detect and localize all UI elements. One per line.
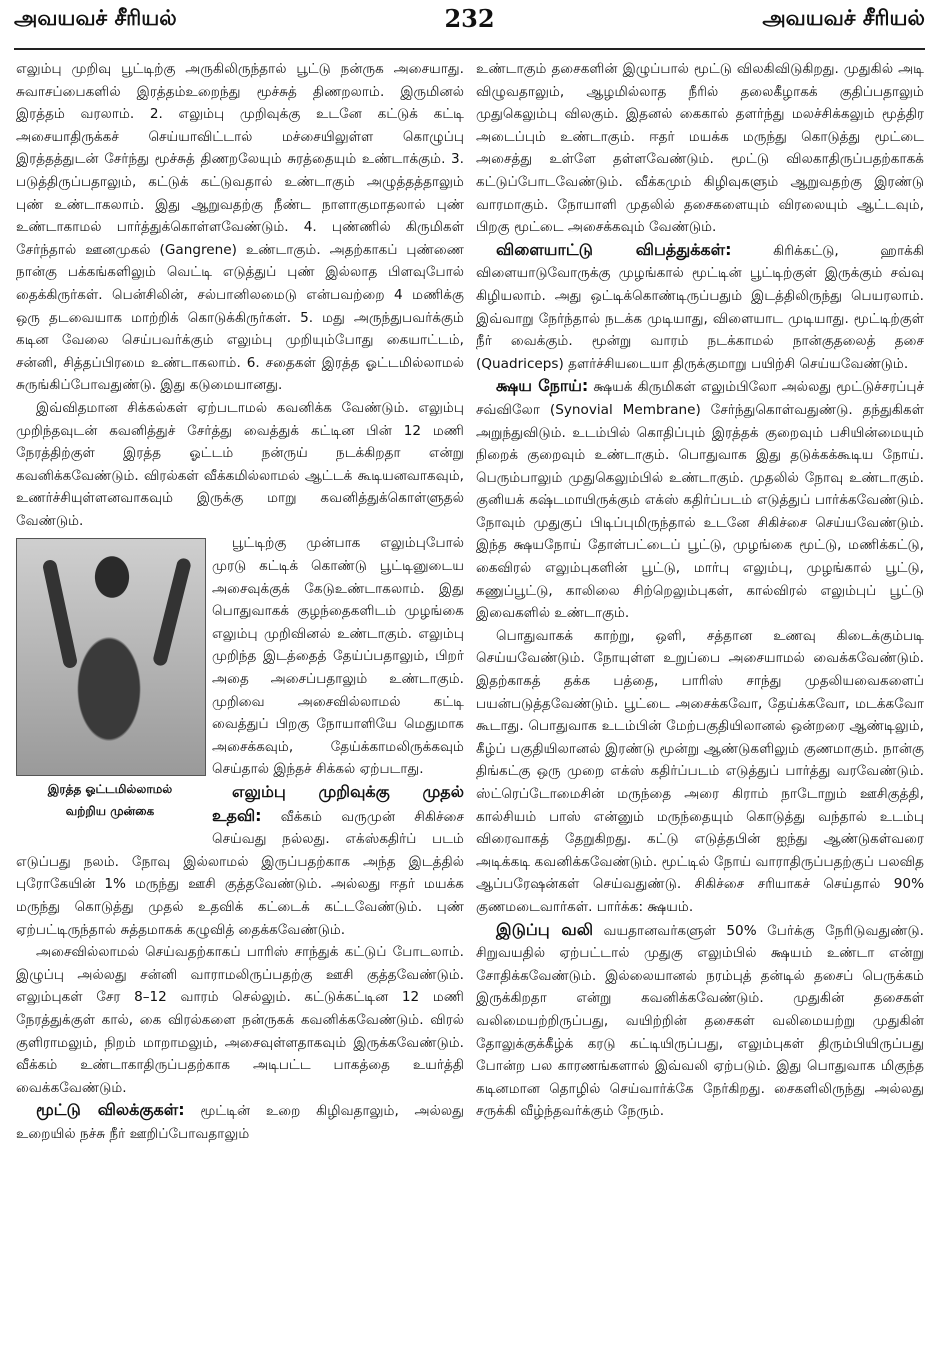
paragraph-text: கிரிக்கட்டு, ஹாக்கி விளையாடுவோருக்கு முழங்கால் மூட்டின் பூட்டிற்குள் இருக்கும் சவ்வு கிழியலாம். அது ஒட்டிக்கொண்டிருப்பதும் இடத்திலிருந்து பெயரலாம். இவ்வாறு நேர்ந்தால் நடக்க முடியாது, விளையாட முடியாது. மூட்டிற்குள் நீர் வைக்கும். மூன்று வாரம் நடக்காமல் நான்குதலைத் தசை (Quadriceps) தளர்ச்சியடையா திருக்குமாறு பயிற்சி செய்யவேண்டும்.: [476, 242, 925, 372]
paragraph: [476, 239, 924, 376]
paragraph: பொதுவாகக் காற்று, ஒளி, சத்தான உணவு கிடைக்கும்படி செய்யவேண்டும். நோயுள்ள உறுப்பை அசையாமல் வைக்கவேண்டும். இதற்காகத் தக்க பத்தை, பாரிஸ் சாந்து முதலியவைகளைப் பயன்படுத்தவேண்டும். பூட்டை அசைக்கவோ, தேய்க்கவோ, மடக்கவோ கூடாது. பொதுவாக உடம்பின் மேற்பகுதியிலானல் ஒன்றரை ஆண்டிலும், கீழ்ப் பகுதியிலானல் இரண்டு மூன்று ஆண்டுகளிலும் குணமாகும். நான்கு திங்கட்கு ஒரு முறை எக்ஸ் கதிர்ப்படம் எடுத்துப் பார்த்து வரவேண்டும். ஸ்ட்ரெப்டோமைசின் மருந்தை அரை கிராம் நாடோறும் ஊசிகுத்தி, கால்சியம் பாஸ் என்னும் மருந்தையும் கொடுத்து வந்தால் உடம்பு விரைவாகத் தேறுகிறது. கட்டு எடுத்தபின் ஐந்து ஆண்டுகள்வரை அடிக்கடி கவனிக்கவேண்டும். மூட்டில் நோய் வாராதிருப்பதற்குப் பலவித ஆப்பரேஷன்கள் செய்வதுண்டு. சிகிச்சை சரியாகச் செய்தால் 90% குணமடைவார்கள். பார்க்க: க்ஷயம்.: [476, 627, 924, 915]
forearm-photo: [16, 538, 206, 776]
arm-shape: [152, 557, 192, 667]
paragraph: எலும்பு முறிவு பூட்டிற்கு அருகிலிருந்தால் பூட்டு நன்ருக அசையாது. சுவாசப்பைகளில் இரத்தம்உறைந்து மூச்சுத் திணறலாம். இருமினல் இரத்தம் வரலாம். 2. எலும்பு முறிவுக்கு உடனே கட்டுக் கட்டி அசையாதிருக்கச் செய்யாவிட்டால் மச்சையிலுள்ள கொழுப்பு இரத்தத்துடன் சேர்ந்து மூச்சுத் திணறலேயும் சுரத்தையும் உண்டாக்கும். 3. படுத்திருப்பதாலும், கட்டுக் கட்டுவதால் உண்டாகும் அழுத்தத்தாலும் புண் உண்டாகலாம். இது ஆறுவதற்கு நீண்ட நாளாகுமாதலால் புண் உண்டாகாமல் பார்த்துக்கொள்ளவேண்டும். 4. புண்ணில் கிருமிகள் சேர்ந்தால் ஊனமுகல் (Gangrene) உண்டாகும். அதற்காகப் புண்ணை நான்கு பக்கங்களிலும் வெட்டி எடுத்துப் புண் இல்லாத பிளவுபோல் தைக்கிருர்கள். பென்சிலின், சல்பானிலமைடு என்பவற்றை 4 மணிக்கு ஒரு தடவையாக மாற்றிக் கொடுக்கிருர்கள். 5. மது அருந்துபவர்க்கும் கடின வேலை செய்பவர்க்கும் எலும்பு முறியும்போது கையாட்டம், சன்னி, சித்தப்பிரமை உண்டாகலாம். 6. சதைகள் இரத்த ஓட்டமில்லாமல் சுருங்கிப்போவதுண்டு. இது கடுமையானது.: [16, 61, 464, 394]
paragraph-text: வயதானவர்களுள் 50% பேர்க்கு நேரிடுவதுண்டு. சிறுவயதில் ஏற்பட்டால் முதுகு எலும்பில் க்ஷயம் உண்டா என்று சோதிக்கவேண்டும். இல்லையானல் நரம்புத் தன்டில் தசைப் பெருக்கம் இருக்கிறதா என்று கவனிக்கவேண்டும். முதுகின் தசைகள் வலிமையற்றிருப்பது, வயிற்றின் தசைகள் வலிமையற்று முதுகின் தோலுக்குக்கீழ்க் கரடு கட்டியிருப்பது, எலும்புகள் திரும்பியிருப்பது போன்ற பல காரணங்களால் இவ்வலி ஏற்படும். இது பொதுவாக மிகுந்த கடினமான தொழில் செய்வார்க்கே நேர்கிறது. சைகளிலிருந்து அல்லது சருக்கி வீழ்ந்தவர்க்கும் நேரும்.: [476, 922, 924, 1120]
page-header: [0, 0, 939, 50]
section-heading: எலும்பு முறிவுக்கு முதல் உதவி:: [212, 782, 464, 825]
paragraph: [16, 1099, 464, 1145]
paragraph: [476, 919, 924, 1123]
arm-shape: [42, 559, 79, 670]
running-title-right: அவயவச் சீரியல்: [762, 6, 925, 30]
paragraph-text: க்ஷயக் கிருமிகள் எலும்பிலோ அல்லது மூட்டுச்சரப்புச் சவ்விலோ (Synovial Membrane) சேர்ந்துகொள்வதுண்டு. தந்துகிகள் அறுந்துவிடும். உடம்பில் கொதிப்பும் இரத்தக் குறைவும் பசியின்மையும் நிறைக் குறைவும் உண்டாகும். பொதுவாக இது தடுக்கக்கூடிய நோய். பெரும்பாலும் முதுகெலும்பில் உண்டாகும். முதலில் நோவு உண்டாகும். குனியக் கஷ்டமாயிருக்கும் எக்ஸ் கதிர்ப்படம் எடுத்துப் பார்க்கவேண்டும். நோவும் முதுகுப் பிடிப்புமிருந்தால் உடனே சிகிச்சை செய்யவேண்டும். இந்த க்ஷயநோய் தோள்பட்டைப் பூட்டு, முழங்கை மூட்டு, மணிக்கட்டு, கைவிரல் எலும்புகளின் பூட்டு, மார்பு எலும்பு, முழங்கால் பூட்டு, கணுப்பூட்டு, காலிலை சிற்றெலும்புகள், கால்விரல் எலும்புப் பூட்டு இவைகளில் உண்டாகும்.: [476, 379, 925, 622]
caption-line: வற்றிய முன்கை: [65, 804, 155, 819]
figure-caption: [16, 778, 204, 822]
running-title-left: அவயவச் சீரியல்: [14, 6, 177, 30]
section-heading: இடுப்பு வலி: [496, 919, 594, 939]
section-heading: விளையாட்டு விபத்துக்கள்:: [496, 239, 732, 259]
paragraph: [476, 375, 924, 625]
paragraph: அசைவில்லாமல் செய்வதற்காகப் பாரிஸ் சாந்துக் கட்டுப் போடலாம். இழுப்பு அல்லது சன்னி வாராமலிருப்பதற்கு ஊசி குத்தவேண்டும். எலும்புகள் சேர 8–12 வாரம் செல்லும். கட்டுக்கட்டின 12 மணி நேரத்துக்குள் கால், கை விரல்களை நன்ருகக் கவனிக்கவேண்டும். விரல் குளிராமலும், நிறம் மாறாமலும், அசைவுள்ளதாகவும் இருக்கவேண்டும். வீக்கம் உண்டாகாதிருப்பதற்காக அடிபட்ட பாகத்தை உயர்த்தி வைக்கவேண்டும்.: [16, 944, 464, 1096]
section-heading: மூட்டு விலக்குகள்:: [36, 1100, 185, 1120]
caption-line: இரத்த ஓட்டமில்லாமல்: [47, 782, 173, 797]
paragraph: உண்டாகும் தசைகளின் இழுப்பால் மூட்டு விலகிவிடுகிறது. முதுகில் அடி விழுவதாலும், ஆழமில்லாத நீரில் தலைகீழாகக் குதிப்பதாலும் முதுகெலும்பு விலகும். இதனல் கைகால் தளர்ந்து மலச்சிக்கலும் மூத்திர அடைப்பும் உண்டாகும். ஈதர் மயக்க மருந்து கொடுத்து மூட்டை அசைத்து உள்ளே தள்ளவேண்டும். மூட்டு விலகாதிருப்பதற்காகக் கட்டுப்போடவேண்டும். வீக்கமும் கிழிவுகளும் ஆறுவதற்கு இரண்டு வாரமாகும். நோயாளி முதலில் தசைகளையும் விரலையும் ஆட்டவும், பிறகு மூட்டை அசைக்கவும் வேண்டும்.: [476, 61, 924, 236]
left-column: [16, 58, 464, 1146]
right-column: [476, 58, 924, 1123]
header-rule: [14, 48, 925, 50]
paragraph: இவ்விதமான சிக்கல்கள் ஏற்படாமல் கவனிக்க வேண்டும். எலும்பு முறிந்தவுடன் கவனித்துச் சேர்த்து வைத்துக் கட்டின பின் 12 மணி நேரத்திற்குள் இரத்த ஓட்டம் நன்ருய் நடக்கிறதா என்று கவனிக்கவேண்டும். விரல்கள் வீக்கமில்லாமல் ஆட்டக் கூடியனவாகவும், உணர்ச்சியுள்ளனவாகவும் இருக்கு மாறு கவனித்துக்கொள்ளுதல் வேண்டும்.: [16, 399, 464, 529]
paragraph-text: வீக்கம் வருமுன் சிகிச்சை செய்வது நல்லது. எக்ஸ்கதிர்ப் படம் எடுப்பது நலம். நோவு இல்லாமல் இருப்பதற்காக அந்த இடத்தில் புரோகேயின் 1% மருந்து ஊசி குத்தவேண்டும். அல்லது ஈதர் மயக்க மருந்து கொடுத்து முதல் உதவிக் கட்டைக் கட்டவேண்டும். புண் ஏற்பட்டிருந்தால் சுத்தமாகக் கழுவித் தைக்கவேண்டும்.: [16, 808, 464, 938]
section-heading: க்ஷய நோய்:: [496, 376, 589, 396]
paragraph: பூட்டிற்கு முன்பாக எலும்புபோல் முரடு கட்டிக் கொண்டு பூட்டினுடைய அசைவுக்குக் கேடுஉண்டாகலாம். இது பொதுவாகக் குழந்தைகளிடம் முழங்கை எலும்பு முறிவினல் உண்டாகும். எலும்பு முறிந்த இடத்தைத் தேய்ப்பதாலும், பிறர் அதை அசைப்பதாலும் உண்டாகும். முறிவை அசைவில்லாமல் கட்டி வைத்துப் பிறகு நோயாளியே மெதுமாக அசைக்கவும், தேய்க்காமலிருக்கவும் செய்தால் இந்தச் சிக்கல் ஏற்படாது.: [212, 535, 464, 778]
figure: [16, 538, 206, 835]
page-number: 232: [444, 4, 495, 33]
paragraph-text: மூட்டின் உறை கிழிவதாலும், அல்லது உறையில் நச்சு நீர் ஊறிப்போவதாலும்: [16, 1103, 464, 1142]
